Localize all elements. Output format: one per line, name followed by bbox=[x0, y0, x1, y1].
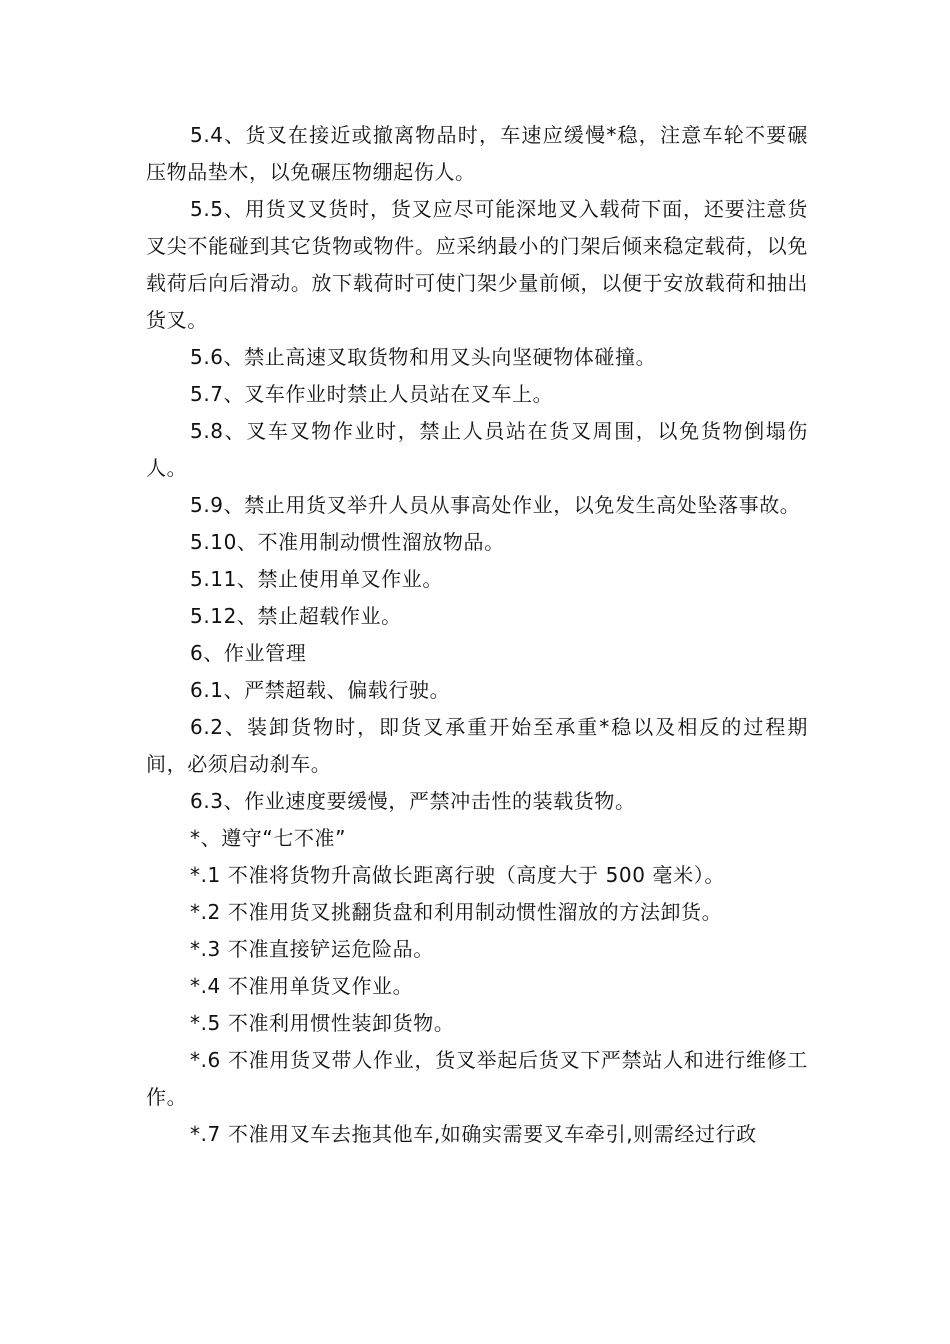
paragraph-5-5: 5.5、用货叉叉货时，货叉应尽可能深地叉入载荷下面，还要注意货叉尖不能碰到其它货物或物件。应采纳最小的门架后倾来稳定载荷，以免载荷后向后滑动。放下载荷时可使门架少量前倾，以便于安放载荷和抽出货叉。 bbox=[146, 197, 808, 332]
rule-item-1: *.1 不准将货物升高做长距离行驶（高度大于 500 毫米）。 bbox=[190, 863, 725, 887]
paragraph-5-7: 5.7、叉车作业时禁止人员站在叉车上。 bbox=[190, 382, 554, 406]
paragraph-5-4: 5.4、货叉在接近或撤离物品时，车速应缓慢*稳，注意车轮不要碾压物品垫木，以免碾压物绷起伤人。 bbox=[146, 123, 808, 184]
section-heading-seven-rules: *、遵守“七不准” bbox=[190, 826, 347, 850]
paragraph-5-12: 5.12、禁止超载作业。 bbox=[190, 604, 402, 628]
paragraph-6-3: 6.3、作业速度要缓慢，严禁冲击性的装载货物。 bbox=[190, 789, 636, 813]
paragraph-5-8: 5.8、叉车叉物作业时，禁止人员站在货叉周围，以免货物倒塌伤人。 bbox=[146, 419, 808, 480]
paragraph-6-1: 6.1、严禁超载、偏载行驶。 bbox=[190, 678, 451, 702]
rule-item-2: *.2 不准用货叉挑翻货盘和利用制动惯性溜放的方法卸货。 bbox=[190, 900, 723, 924]
rule-item-3: *.3 不准直接铲运危险品。 bbox=[190, 937, 434, 961]
document-body bbox=[146, 117, 808, 1153]
section-heading-6: 6、作业管理 bbox=[190, 641, 307, 665]
paragraph-5-10: 5.10、不准用制动惯性溜放物品。 bbox=[190, 530, 505, 554]
paragraph-5-9: 5.9、禁止用货叉举升人员从事高处作业，以免发生高处坠落事故。 bbox=[190, 493, 801, 517]
rule-item-5: *.5 不准利用惯性装卸货物。 bbox=[190, 1011, 455, 1035]
rule-item-7: *.7 不准用叉车去拖其他车,如确实需要叉车牵引,则需经过行政 bbox=[190, 1122, 757, 1146]
rule-item-4: *.4 不准用单货叉作业。 bbox=[190, 974, 414, 998]
rule-item-6: *.6 不准用货叉带人作业，货叉举起后货叉下严禁站人和进行维修工作。 bbox=[146, 1048, 808, 1109]
paragraph-5-6: 5.6、禁止高速叉取货物和用叉头向坚硬物体碰撞。 bbox=[190, 345, 657, 369]
paragraph-5-11: 5.11、禁止使用单叉作业。 bbox=[190, 567, 443, 591]
paragraph-6-2: 6.2、装卸货物时，即货叉承重开始至承重*稳以及相反的过程期间，必须启动刹车。 bbox=[146, 715, 808, 776]
